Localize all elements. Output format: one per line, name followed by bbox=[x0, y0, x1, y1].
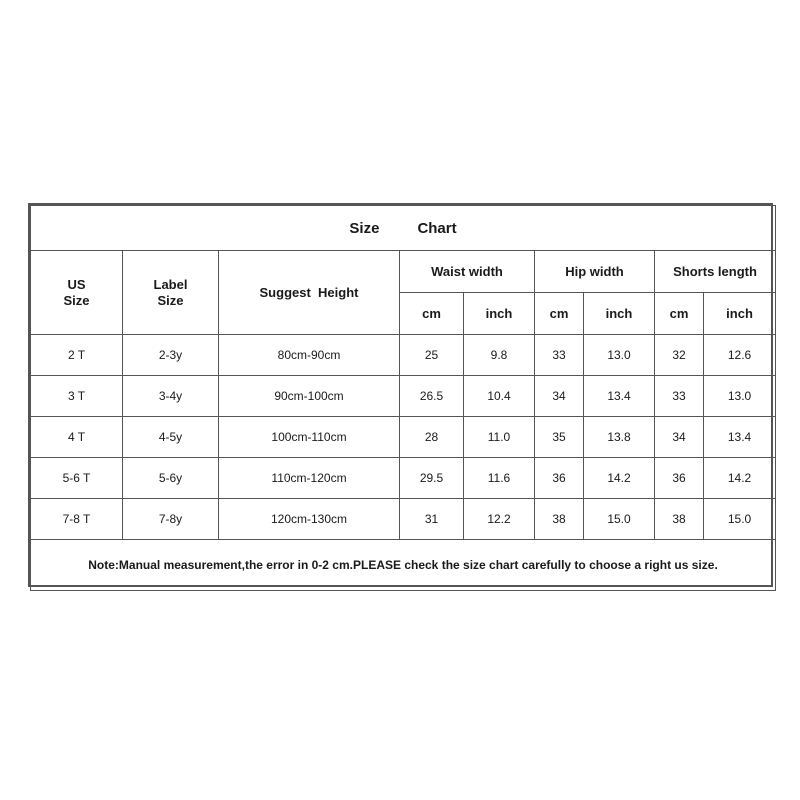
header-hip-cm: cm bbox=[535, 293, 584, 335]
cell-hip-inch: 14.2 bbox=[584, 458, 655, 499]
header-hip-width: Hip width bbox=[535, 251, 655, 293]
cell-waist-cm: 29.5 bbox=[400, 458, 464, 499]
cell-shorts-inch: 14.2 bbox=[704, 458, 776, 499]
chart-title-size: Size bbox=[349, 219, 380, 237]
cell-waist-cm: 26.5 bbox=[400, 376, 464, 417]
cell-us-size: 3 T bbox=[31, 376, 123, 417]
cell-hip-cm: 35 bbox=[535, 417, 584, 458]
cell-hip-inch: 15.0 bbox=[584, 499, 655, 540]
cell-shorts-inch: 15.0 bbox=[704, 499, 776, 540]
cell-suggest-height: 90cm-100cm bbox=[219, 376, 400, 417]
cell-us-size: 4 T bbox=[31, 417, 123, 458]
table-row bbox=[31, 458, 776, 499]
cell-suggest-height: 80cm-90cm bbox=[219, 335, 400, 376]
cell-shorts-inch: 13.4 bbox=[704, 417, 776, 458]
size-chart bbox=[28, 203, 773, 587]
cell-suggest-height: 120cm-130cm bbox=[219, 499, 400, 540]
cell-suggest-height: 110cm-120cm bbox=[219, 458, 400, 499]
header-waist-width: Waist width bbox=[400, 251, 535, 293]
cell-waist-inch: 11.0 bbox=[464, 417, 535, 458]
cell-waist-inch: 11.6 bbox=[464, 458, 535, 499]
cell-suggest-height: 100cm-110cm bbox=[219, 417, 400, 458]
header-us-size: US Size bbox=[31, 251, 123, 335]
measurement-note: Note:Manual measurement,the error in 0-2 cm.PLEASE check the size chart carefully to choose a right us size. bbox=[31, 540, 776, 591]
cell-hip-cm: 34 bbox=[535, 376, 584, 417]
header-shorts-cm: cm bbox=[655, 293, 704, 335]
cell-label-size: 2-3y bbox=[123, 335, 219, 376]
cell-hip-inch: 13.0 bbox=[584, 335, 655, 376]
cell-shorts-inch: 12.6 bbox=[704, 335, 776, 376]
cell-hip-inch: 13.4 bbox=[584, 376, 655, 417]
header-label-size: Label Size bbox=[123, 251, 219, 335]
cell-hip-cm: 33 bbox=[535, 335, 584, 376]
cell-hip-cm: 38 bbox=[535, 499, 584, 540]
header-shorts-length: Shorts length bbox=[655, 251, 776, 293]
cell-hip-cm: 36 bbox=[535, 458, 584, 499]
cell-hip-inch: 13.8 bbox=[584, 417, 655, 458]
size-chart-table bbox=[30, 205, 776, 591]
chart-title bbox=[31, 206, 776, 251]
cell-label-size: 3-4y bbox=[123, 376, 219, 417]
cell-label-size: 7-8y bbox=[123, 499, 219, 540]
header-hip-inch: inch bbox=[584, 293, 655, 335]
cell-waist-inch: 10.4 bbox=[464, 376, 535, 417]
table-row bbox=[31, 376, 776, 417]
cell-shorts-inch: 13.0 bbox=[704, 376, 776, 417]
header-suggest-height: Suggest Height bbox=[219, 251, 400, 335]
table-row bbox=[31, 417, 776, 458]
cell-waist-cm: 28 bbox=[400, 417, 464, 458]
cell-waist-inch: 9.8 bbox=[464, 335, 535, 376]
header-shorts-inch: inch bbox=[704, 293, 776, 335]
cell-shorts-cm: 33 bbox=[655, 376, 704, 417]
cell-us-size: 2 T bbox=[31, 335, 123, 376]
cell-us-size: 5-6 T bbox=[31, 458, 123, 499]
header-waist-cm: cm bbox=[400, 293, 464, 335]
cell-label-size: 5-6y bbox=[123, 458, 219, 499]
cell-shorts-cm: 38 bbox=[655, 499, 704, 540]
cell-label-size: 4-5y bbox=[123, 417, 219, 458]
cell-us-size: 7-8 T bbox=[31, 499, 123, 540]
table-row bbox=[31, 499, 776, 540]
header-waist-inch: inch bbox=[464, 293, 535, 335]
cell-shorts-cm: 34 bbox=[655, 417, 704, 458]
cell-waist-cm: 31 bbox=[400, 499, 464, 540]
table-row bbox=[31, 335, 776, 376]
cell-shorts-cm: 32 bbox=[655, 335, 704, 376]
chart-title-chart: Chart bbox=[417, 219, 457, 237]
cell-shorts-cm: 36 bbox=[655, 458, 704, 499]
cell-waist-cm: 25 bbox=[400, 335, 464, 376]
cell-waist-inch: 12.2 bbox=[464, 499, 535, 540]
